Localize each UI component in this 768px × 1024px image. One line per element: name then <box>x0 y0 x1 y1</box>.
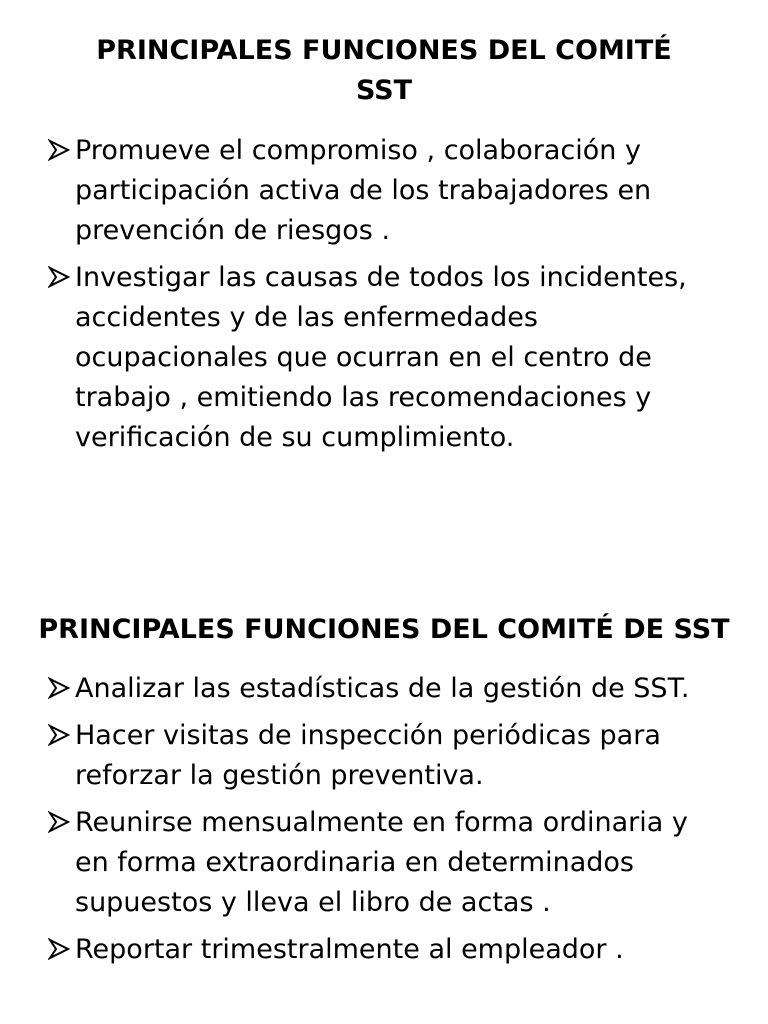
bullet-text: Reportar trimestralmente al empleador . <box>75 934 624 965</box>
bullet-item <box>0 930 768 970</box>
arrowhead-bullet-icon <box>48 131 72 171</box>
slide-title: PRINCIPALES FUNCIONES DEL COMITÉ DE SST <box>38 614 730 645</box>
bullet-text: Hacer visitas de inspección periódicas para reforzar la gestión preventiva. <box>75 720 661 791</box>
slide-2 <box>0 580 768 977</box>
arrowhead-bullet-icon <box>48 716 72 756</box>
bullet-item <box>0 131 768 251</box>
slide-title: PRINCIPALES FUNCIONES DEL COMITÉ SST <box>96 35 672 106</box>
bullet-list <box>0 131 768 458</box>
bullet-item <box>0 716 768 796</box>
bullet-text: Investigar las causas de todos los incidentes, accidentes y de las enfermedades ocupacionales que ocurran en el centro de trabajo , emitiendo las recomendaciones y verificación de su cumplimiento. <box>75 262 687 453</box>
arrowhead-bullet-icon <box>48 930 72 970</box>
arrowhead-bullet-icon <box>48 669 72 709</box>
bullet-item <box>0 258 768 458</box>
arrowhead-bullet-icon <box>48 258 72 298</box>
bullet-text: Analizar las estadísticas de la gestión de SST. <box>75 673 690 704</box>
slide-1 <box>0 0 768 465</box>
bullet-text: Promueve el compromiso , colaboración y participación activa de los trabajadores en prevención de riesgos . <box>75 135 652 246</box>
bullet-list <box>0 669 768 970</box>
bullet-item <box>0 803 768 923</box>
bullet-item <box>0 669 768 709</box>
bullet-text: Reunirse mensualmente en forma ordinaria y en forma extraordinaria en determinados supuestos y lleva el libro de actas . <box>75 807 688 918</box>
arrowhead-bullet-icon <box>48 803 72 843</box>
